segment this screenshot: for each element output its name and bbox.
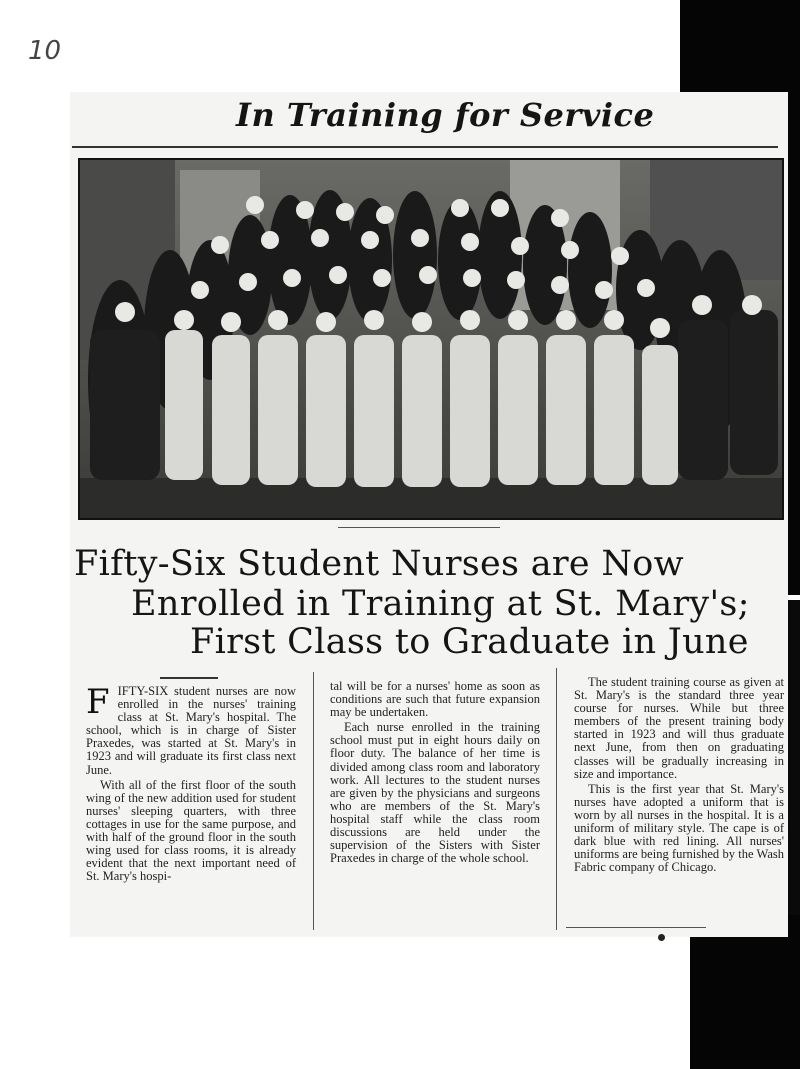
ink-dot bbox=[658, 934, 665, 941]
column-1-paragraph-2: With all of the first floor of the south wing of the new addition used for student nurses' sleeping quarters, with three cottages in use for the same purpose, and with half of the ground floor in the south wing used for class rooms, it is already evident that the next important need of St. Mary's hospi- bbox=[86, 777, 296, 884]
column-1-paragraph-1-text: IFTY-SIX student nurses are now enrolled in the nurses' training class at St. Mary's hospital. The school, which is in charge of Sister Praxedes, was started at St. Mary's in 1923 and will graduate its first class next June. bbox=[86, 684, 296, 777]
column-2-paragraph-2: Each nurse enrolled in the training school must put in eight hours daily on floor duty. The balance of her time is divided among class room and laboratory work. All lectures to the student nurses are given by the physicians and surgeons who are members of the St. Mary's hospital staff while the class room discussions are held under the supervision of the Sisters with Sister Praxedes in charge of the whole school. bbox=[330, 720, 540, 866]
title-rule bbox=[72, 146, 778, 148]
handwritten-page-number: 10 bbox=[28, 36, 62, 66]
column-3-paragraph-2: This is the first year that St. Mary's nurses have adopted a uniform that is worn by all nurses in the hospital. It is a uniform of military style. The cape is of dark blue with red lining. All nurses' uniforms are being furnished by the Wash Fabric company of Chicago. bbox=[574, 781, 784, 875]
headline-line-1: Fifty-Six Student Nurses are Now bbox=[74, 544, 684, 584]
headline-line-3: First Class to Graduate in June bbox=[190, 622, 749, 662]
column-divider-1 bbox=[313, 672, 314, 930]
section-title: In Training for Service bbox=[236, 96, 655, 134]
article-column-1 bbox=[86, 682, 296, 885]
article-column-3 bbox=[574, 676, 784, 876]
article-column-2 bbox=[330, 680, 540, 867]
scan-edge-bottom-right bbox=[690, 915, 800, 1069]
headline-rule bbox=[338, 527, 500, 528]
drop-cap: F bbox=[86, 682, 110, 722]
headline-line-2: Enrolled in Training at St. Mary's; bbox=[131, 584, 750, 624]
column-1-paragraph-1 bbox=[86, 682, 296, 777]
article-start-rule bbox=[160, 677, 218, 679]
column-divider-2 bbox=[556, 668, 557, 930]
column-2-paragraph-1: tal will be for a nurses' home as soon as conditions are such that future expansion may be undertaken. bbox=[330, 679, 540, 720]
column-3-paragraph-1: The student training course as given at St. Mary's is the standard three year course for nurses. While but three members of the present training body started in 1923 and will thus graduate next June, from then on graduating classes will be gradually increasing in size and importance. bbox=[574, 675, 784, 781]
group-photo-image bbox=[80, 160, 782, 518]
scan-edge-top-right bbox=[680, 0, 800, 95]
group-photo-nurses bbox=[78, 158, 784, 520]
column-3-bottom-rule bbox=[566, 927, 706, 928]
